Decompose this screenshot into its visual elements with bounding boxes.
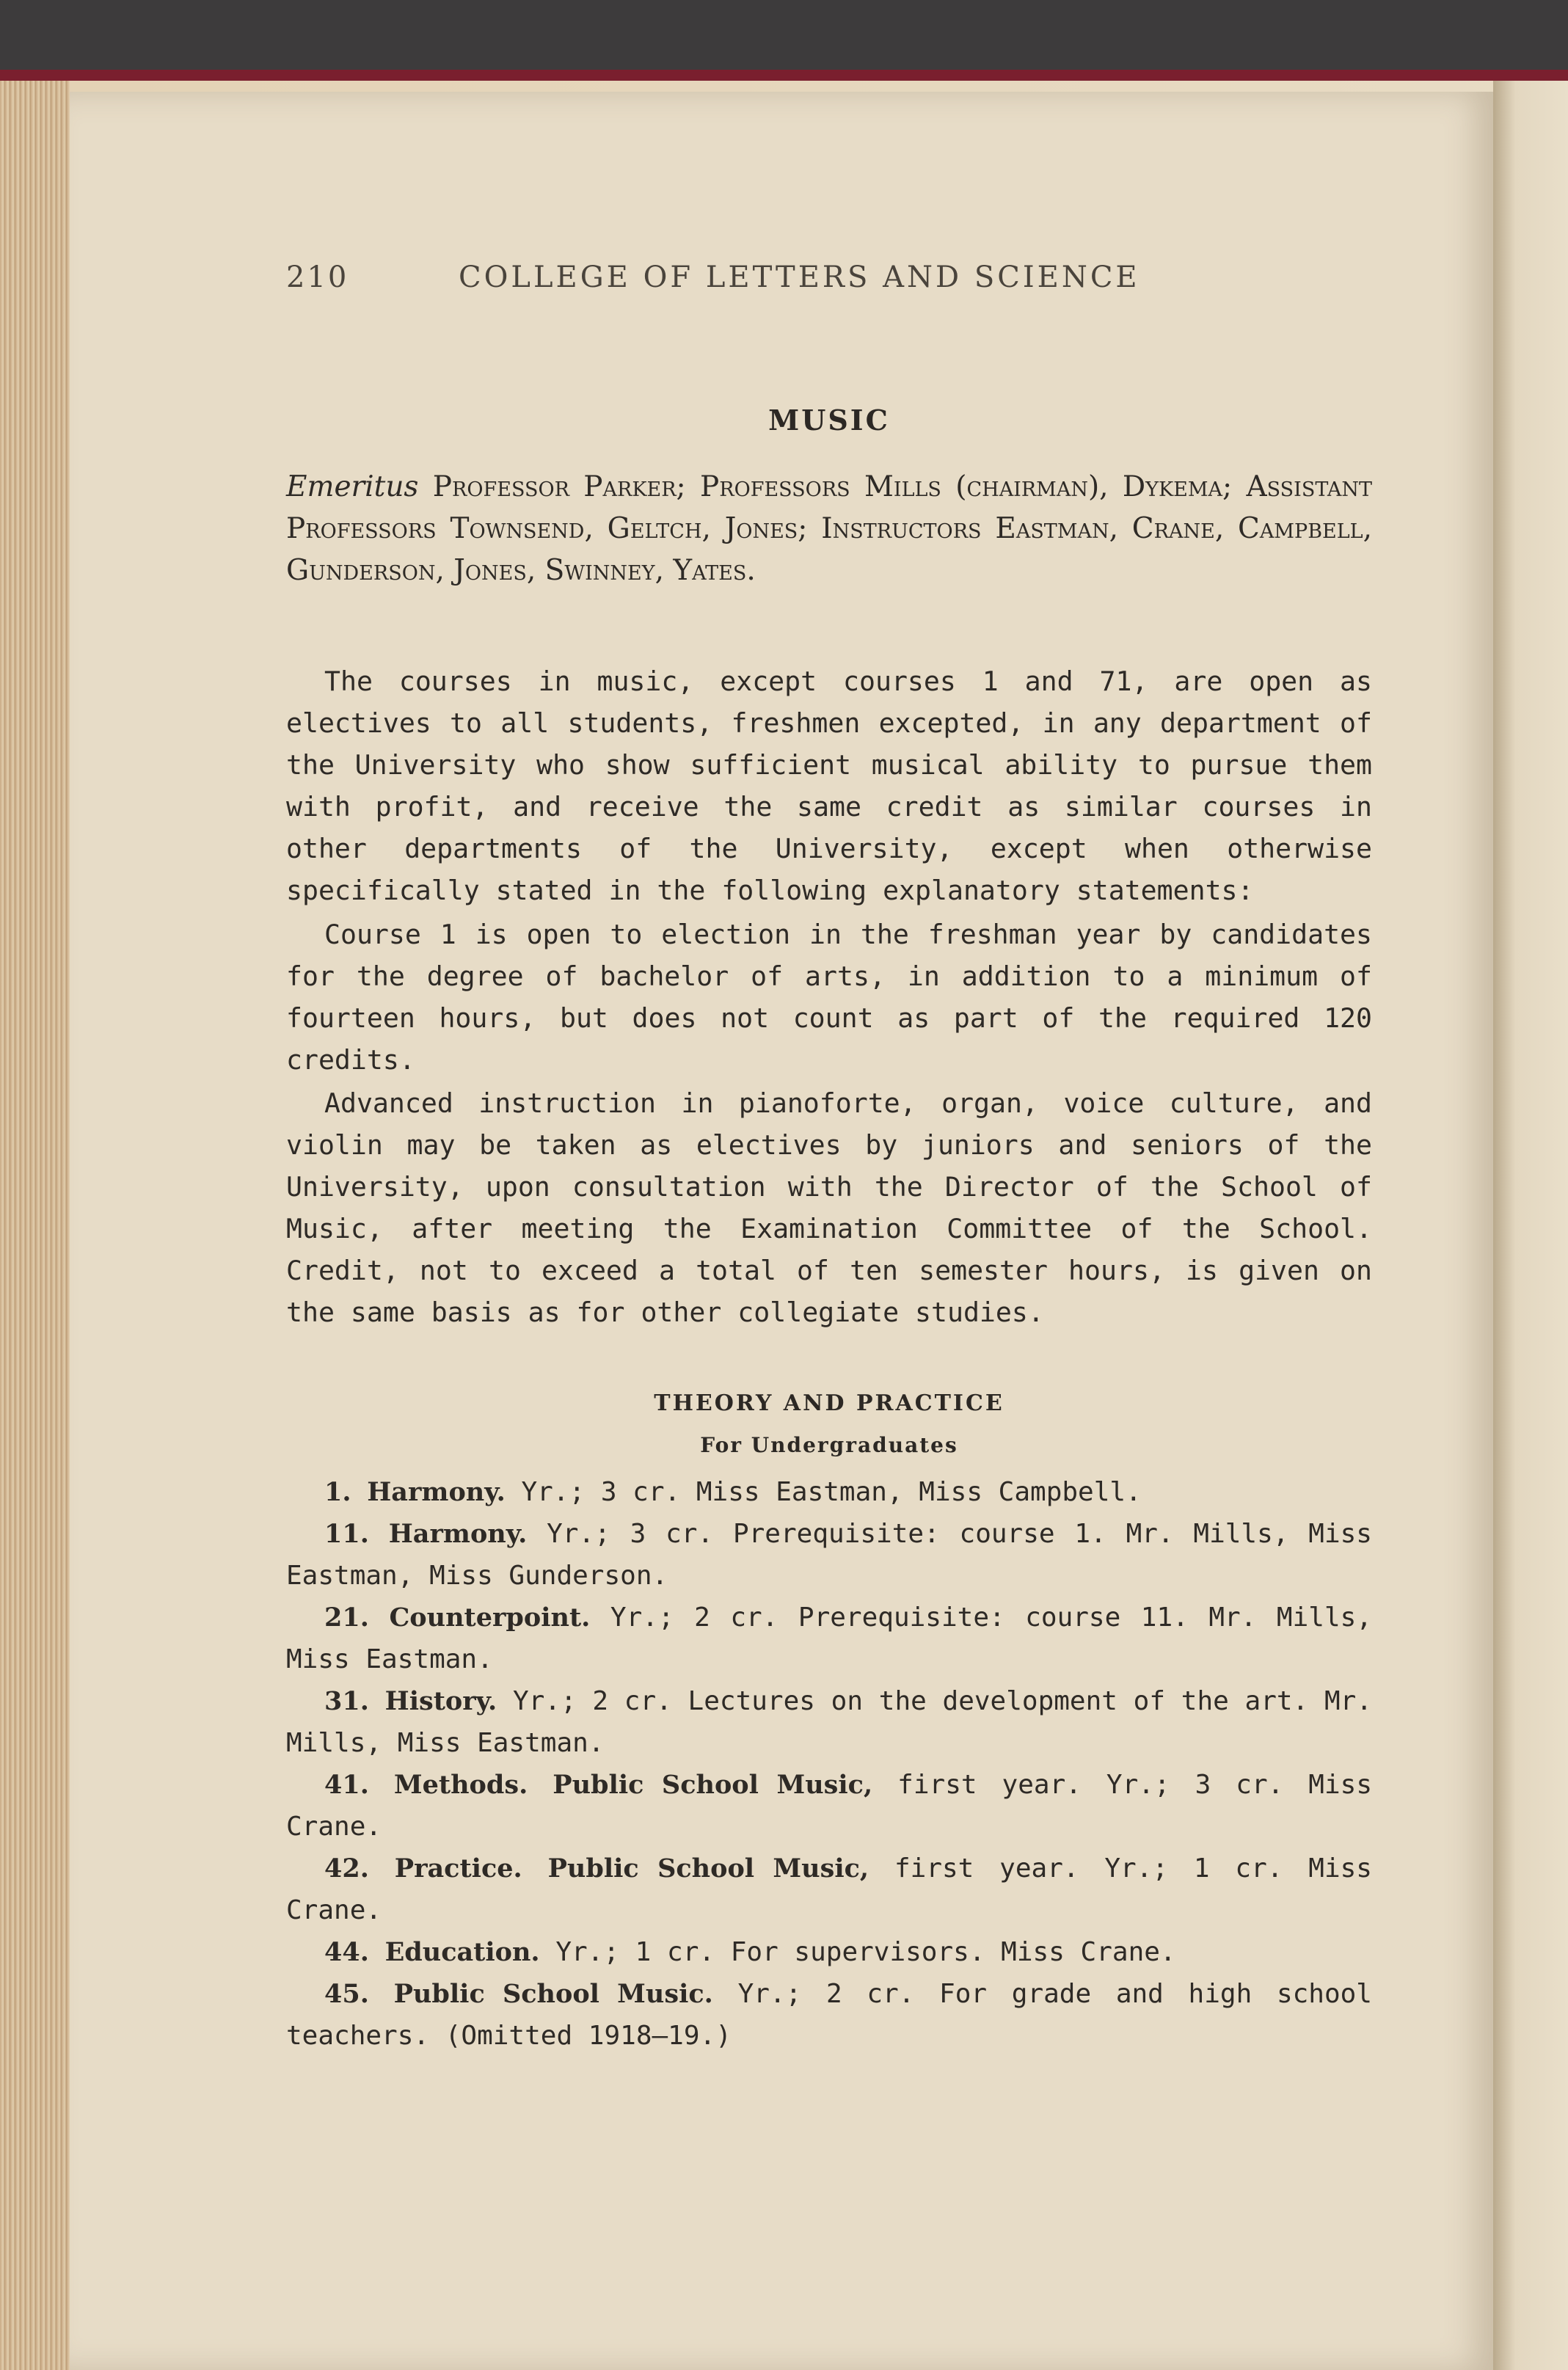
course-name: Harmony.	[367, 1477, 506, 1507]
running-title: COLLEGE OF LETTERS AND SCIENCE	[459, 260, 1140, 294]
course-details: Yr.; 3 cr. Miss Eastman, Miss Campbell.	[521, 1477, 1142, 1507]
faculty-list	[286, 466, 1372, 591]
scan-background-top	[0, 0, 1568, 70]
course-name: Public School Music.	[393, 1979, 713, 2009]
course-entry	[286, 1973, 1372, 2057]
course-entry	[286, 1764, 1372, 1848]
course-details: first year. Yr.; 3 cr. Miss Crane.	[286, 1770, 1372, 1842]
paragraph-advanced-instruction: Advanced instruction in pianoforte, organ, voice culture, and violin may be taken as electives by juniors and seniors of the University, upon consultation with the Director of the School of Music, after meeting the Examination Committee of the School. Credit, not to exceed a total of ten semester hours, is given on the same basis as for other collegiate studies.	[286, 1087, 1372, 1328]
section-title: MUSIC	[768, 404, 890, 437]
course-number: 31.	[324, 1686, 369, 1716]
facing-page-strip	[1493, 81, 1568, 2370]
course-number: 41.	[324, 1770, 369, 1800]
course-entry	[286, 1680, 1372, 1764]
faculty-names: Professor Parker; Professors Mills (chairman), Dykema; Assistant Professors Townsend, Geltch, Jones; Instructors Eastman, Crane, Campbell, Gunderson, Jones, Swinney, Yates.	[286, 470, 1372, 587]
paragraph-course-1: Course 1 is open to election in the freshman year by candidates for the degree of bachelor of arts, in addition to a minimum of fourteen hours, but does not count as part of the required 120 credits.	[286, 919, 1372, 1076]
course-number: 42.	[324, 1853, 369, 1884]
course-name: History.	[384, 1686, 497, 1716]
course-details: Yr.; 2 cr. Lectures on the development of the art. Mr. Mills, Miss Eastman.	[286, 1686, 1372, 1758]
course-name-secondary: Public School Music,	[547, 1853, 869, 1884]
course-name: Practice.	[394, 1853, 522, 1884]
course-number: 44.	[324, 1937, 369, 1967]
course-name: Education.	[384, 1937, 540, 1967]
course-number: 45.	[324, 1979, 369, 2009]
course-name: Harmony.	[388, 1519, 528, 1549]
course-number: 1.	[324, 1477, 351, 1507]
course-details: Yr.; 2 cr. For grade and high school teachers. (Omitted 1918–19.)	[286, 1979, 1372, 2051]
course-entry	[286, 1931, 1372, 1973]
paragraph-electives: The courses in music, except courses 1 and 71, are open as electives to all students, freshmen excepted, in any department of the University who show sufficient musical ability to pursue them with profit, and receive the same credit as similar courses in other departments of the University, except when otherwise specifically stated in the following explanatory statements:	[286, 666, 1372, 906]
course-name: Counterpoint.	[389, 1603, 591, 1633]
course-entry	[286, 1471, 1372, 1513]
subsection-title: THEORY AND PRACTICE	[654, 1390, 1004, 1416]
course-details: Yr.; 2 cr. Prerequisite: course 11. Mr. Mills, Miss Eastman.	[286, 1603, 1372, 1674]
page-number: 210	[286, 260, 349, 294]
course-details: Yr.; 3 cr. Prerequisite: course 1. Mr. Mills, Miss Eastman, Miss Gunderson.	[286, 1519, 1372, 1591]
course-details: first year. Yr.; 1 cr. Miss Crane.	[286, 1853, 1372, 1925]
course-entry	[286, 1848, 1372, 1931]
course-entry	[286, 1513, 1372, 1597]
course-details: Yr.; 1 cr. For supervisors. Miss Crane.	[555, 1937, 1176, 1967]
emeritus-label: Emeritus	[286, 470, 419, 503]
course-name-secondary: Public School Music,	[553, 1770, 873, 1800]
course-number: 11.	[324, 1519, 369, 1549]
course-entry	[286, 1597, 1372, 1680]
page-edges	[0, 81, 70, 2370]
course-number: 21.	[324, 1603, 369, 1633]
course-name: Methods.	[393, 1770, 528, 1800]
subsection-subtitle: For Undergraduates	[700, 1433, 958, 1457]
